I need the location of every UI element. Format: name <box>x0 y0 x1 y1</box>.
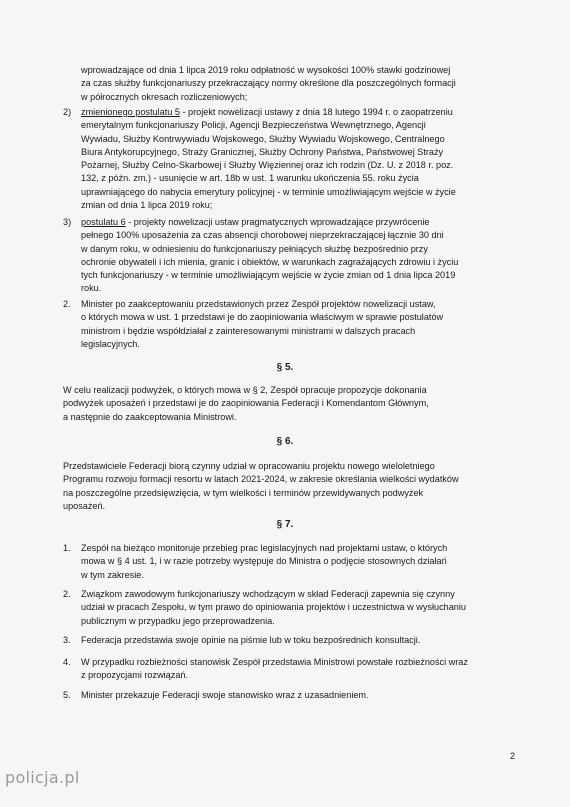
text-line: Biura Antykorupcyjnego, Straży Granicznej, Służby Ochrony Państwa, Państwowej Straży <box>81 146 444 157</box>
item-number: 2) <box>63 107 72 117</box>
text-line: W przypadku rozbieżności stanowisk Zespół przedstawia Ministrowi powstałe rozbieżności wraz <box>81 657 468 667</box>
text-line: w półrocznych okresach rozliczeniowych; <box>81 91 248 102</box>
item-number: 2. <box>63 589 71 599</box>
text-line: Wywiadu, Służby Kontrwywiadu Wojskowego, Służby Wywiadu Wojskowego, Centralnego <box>81 133 445 144</box>
item-number: 3. <box>63 635 71 645</box>
section-7-item-4 <box>81 656 506 683</box>
text-line: Federacja przedstawia swoje opinie na piśmie lub w toku bezpośrednich konsultacji. <box>81 635 421 645</box>
section-6-heading: § 6. <box>276 436 294 447</box>
text-line: Programu rozwoju formacji resortu w latach 2021-2024, w zakresie określania wielkości wydatków <box>63 474 459 485</box>
section-7-item-1 <box>81 542 506 582</box>
item-number: 4. <box>63 657 71 667</box>
text-line: Związkom zawodowym funkcjonariuszy wchodzącym w skład Federacji zapewnia się czynny <box>81 589 455 599</box>
postulate-5-item <box>81 106 506 212</box>
text-line: legislacyjnych. <box>81 338 140 349</box>
text-line: zmian od dnia 1 lipca 2019 roku; <box>81 200 213 211</box>
postulate-6-link[interactable]: postulatu 6 <box>81 217 126 227</box>
text-line <box>81 106 506 119</box>
postulate-6-item <box>81 216 506 296</box>
text-fragment: - projekty nowelizacji ustaw pragmatycznych wprowadzające przywrócenie <box>125 217 430 227</box>
text-line: Pożarnej, Służby Celno-Skarbowej i Służby Więziennej oraz ich rodzin (Dz. U. z 2018 r. poz. <box>81 160 454 171</box>
text-line: Minister przekazuje Federacji swoje stanowisko wraz z uzasadnieniem. <box>81 690 369 700</box>
text-fragment: - projekt nowelizacji ustawy z dnia 18 lutego 1994 r. o zaopatrzeniu <box>179 107 453 117</box>
text-line: publicznym w przypadku jego przeprowadzenia. <box>81 615 275 626</box>
paragraph-number: 2. <box>63 299 71 309</box>
section-5-heading: § 5. <box>276 362 294 373</box>
item-number: 1. <box>63 543 71 553</box>
text-line: W celu realizacji podwyżek, o których mowa w § 2, Zespół opracuje propozycje dokonania <box>63 385 427 395</box>
text-line: Minister po zaakceptowaniu przedstawionych przez Zespół projektów nowelizacji ustaw, <box>81 299 436 309</box>
text-line: a następnie do zaakceptowania Ministrowi. <box>63 411 237 422</box>
text-line: udział w pracach Zespołu, w tym prawo do opiniowania projektów i uczestnictwa w wysłuchaniu <box>81 602 466 613</box>
text-line: Przedstawiciele Federacji biorą czynny udział w opracowaniu projektu nowego wieloletniego <box>63 461 435 471</box>
section-7-item-2 <box>81 588 506 628</box>
section-6-text <box>63 460 506 513</box>
text-line: emerytalnym funkcjonariuszy Policji, Agencji Bezpieczeństwa Wewnętrznego, Agencji <box>81 120 426 131</box>
text-line: Zespół na bieżąco monitoruje przebieg prac legislacyjnych nad projektami ustaw, o których <box>81 543 448 553</box>
watermark-logo: policja.pl <box>5 768 80 787</box>
text-line: tych funkcjonariuszy - w terminie umożliwiającym wejście w życie zmian od 1 dnia lipca 2019 <box>81 270 456 281</box>
item-number: 5. <box>63 690 71 700</box>
item-number: 3) <box>63 217 72 227</box>
page-number: 2 <box>510 751 516 761</box>
section-7-item-5 <box>81 689 506 702</box>
postulate-5-link[interactable]: zmienionego postulatu 5 <box>81 107 180 117</box>
text-line: mowa w § 4 ust. 1, i w razie potrzeby występuje do Ministra o podjęcie stosownych działań <box>81 556 447 567</box>
section-7-heading: § 7. <box>276 519 294 530</box>
paragraph-2 <box>81 298 506 351</box>
text-line: za czas służby funkcjonariuszy przekraczający normy określone dla poszczególnych formacji <box>81 78 456 89</box>
text-line: o których mowa w ust. 1 przedstawi je do zaopiniowania właściwym w sprawie postulatów <box>81 312 444 323</box>
text-line: ministrom i będzie współdziałał z zainteresowanymi ministrami w dalszych pracach <box>81 325 416 336</box>
text-line: ochronie obywateli i ich mienia, granic i obiektów, w warunkach zagrażających zdrowiu i życiu <box>81 256 459 267</box>
text-line: w danym roku, w odniesieniu do funkcjonariuszy pełniących służbę bezpośrednio przy <box>81 243 428 254</box>
text-line: na poszczególne przedsięwzięcia, w tym wielkości i terminów przewidywanych podwyżek <box>63 487 424 498</box>
text-line: uprawniającego do nabycia emerytury policyjnej - w terminie umożliwiającym wejście w życie <box>81 186 456 197</box>
text-line <box>81 216 506 229</box>
text-line: pełnego 100% uposażenia za czas absencji chorobowej nieprzekraczającej łącznie 30 dni <box>81 230 444 241</box>
text-line: podwyżek uposażeń i przedstawi je do zaopiniowania Federacji i Komendantom Głównym, <box>63 398 429 409</box>
text-line: wprowadzające od dnia 1 lipca 2019 roku odpłatność w wysokości 100% stawki godzinowej <box>81 65 451 75</box>
text-line: 132, z późn. zm.) - usunięcie w art. 18b w ust. 1 warunku ukończenia 55. roku życia <box>81 173 419 184</box>
text-line: uposażeń. <box>63 500 106 511</box>
section-5-text <box>63 384 506 424</box>
text-line: w tym zakresie. <box>81 569 144 580</box>
item1-continuation <box>81 64 506 104</box>
text-line: z propozycjami rozwiązań. <box>81 670 189 681</box>
section-7-item-3 <box>81 634 506 647</box>
text-line: roku. <box>81 283 102 294</box>
